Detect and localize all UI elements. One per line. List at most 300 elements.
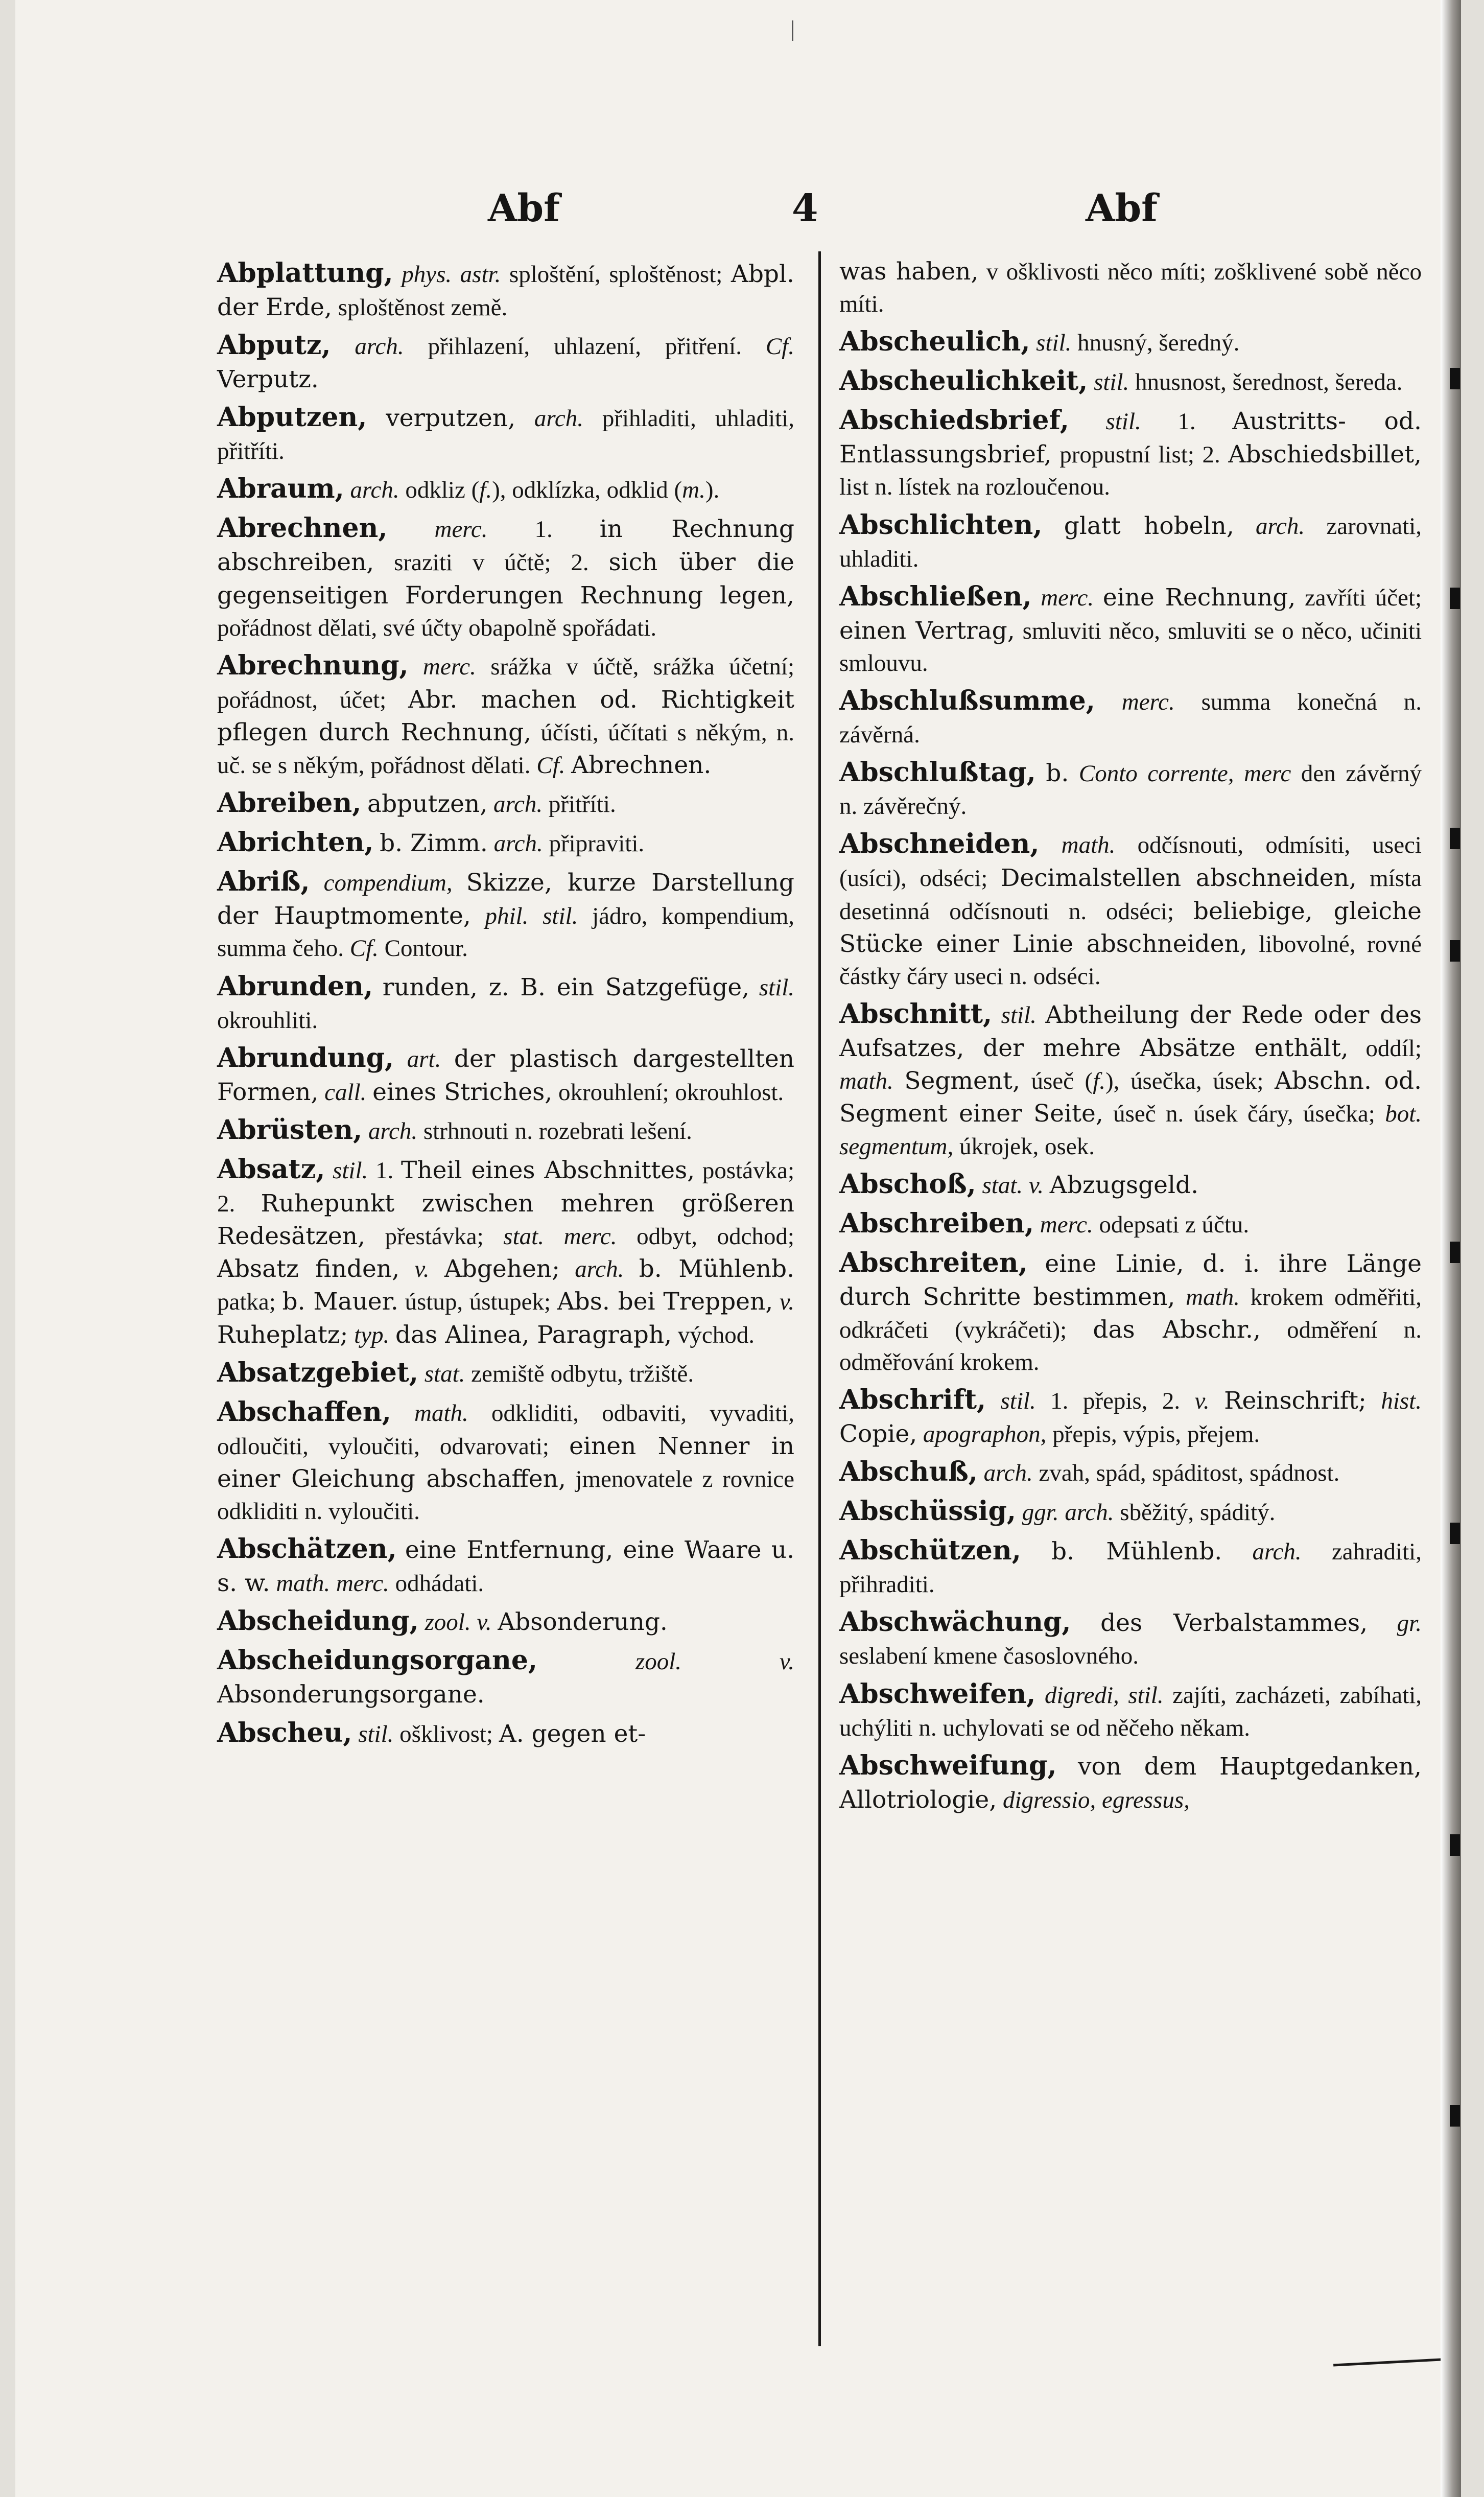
entry-abbreviation: call. [324,1079,367,1106]
dictionary-entry [217,400,794,468]
entry-abbreviation: stil. [1128,1682,1164,1709]
entry-definition [399,1256,414,1282]
entry-headword: Absatz, [217,1153,325,1185]
entry-abbreviation: stil. [759,974,795,1001]
entry-definition: strhnouti n. rozebrati lešení. [417,1117,692,1145]
entry-headword: Abputz, [217,330,331,361]
entry-definition [362,1118,368,1145]
entry-abbreviation: bot. segmentum, [839,1101,1422,1160]
entry-definition: zahraditi, přihraditi. [839,1538,1422,1598]
entry-german-text: Ruheplatz; [217,1320,348,1349]
entry-abbreviation: v. [477,1609,492,1636]
entry-headword: Abschlußtag, [839,757,1036,788]
entry-german-text: Abschn. od. Segment einer Seite, [839,1067,1422,1128]
entry-definition [1367,1388,1381,1414]
entry-german-text: b. Mauer. [282,1288,398,1316]
entry-german-text: Decimalstellen abschneiden, [1000,864,1357,893]
entry-definition: odbyt, odchod; [617,1223,794,1250]
entry-abbreviation: f. [1093,1068,1106,1095]
entry-headword: Abschließen, [839,580,1032,612]
dictionary-entry [839,1206,1422,1242]
entry-definition: hnusný, šeredný. [1071,330,1240,357]
entry-definition [537,1648,635,1675]
entry-definition [1210,1388,1224,1414]
entry-german-text: Reinschrift; [1224,1387,1367,1415]
page-edge [1441,0,1461,2497]
entry-definition [773,1289,780,1315]
dictionary-entry [217,1355,794,1391]
entry-definition [418,1361,425,1387]
entry-abbreviation: digredi, [1045,1682,1119,1709]
dictionary-entry [839,755,1422,823]
entry-abbreviation: arch. [983,1460,1033,1487]
entry-abbreviation: arch. [1256,512,1305,540]
entry-definition: přihladiti, uhladiti, přitříti. [217,405,794,465]
page-header [15,186,1461,248]
entry-definition: úseč n. úsek čáry, úsečka; [1103,1101,1385,1128]
entry-definition [487,791,493,818]
entry-german-text: Abschiedsbillet, [1228,440,1422,469]
dictionary-entry [217,825,794,860]
entry-definition [429,1256,444,1282]
entry-german-text: einen Vertrag, [839,616,1015,645]
entry-abbreviation: zool. [635,1648,682,1675]
entry-definition: ), odklízka, odklid ( [492,477,682,504]
entry-abbreviation: stat. [424,1360,465,1387]
entry-german-text: was haben, [839,258,979,286]
entry-definition: připraviti. [543,830,645,857]
entry-definition: ústup, ústupek; [398,1289,557,1316]
edge-marks [1448,0,1460,2497]
dictionary-entry [839,1604,1422,1672]
entry-definition: Contour. [378,935,468,962]
entry-definition [978,1460,984,1486]
entry-german-text: Absatz finden, [217,1255,400,1283]
entry-definition [310,870,323,896]
entry-headword: Abschlußsumme, [839,685,1095,717]
entry-definition [325,1157,333,1184]
dictionary-entry [839,1676,1422,1744]
entry-definition [515,405,534,432]
entry-definition [1069,408,1106,435]
entry-german-text: der plastisch dargestellten Formen, [217,1044,794,1106]
entry-definition: 1. přepis, 2. [1035,1388,1195,1415]
entry-definition [1222,1538,1252,1565]
entry-headword: Abrundung, [217,1042,394,1074]
entry-definition: zajíti, zacházeti, zabíhati, uchýliti n. uchylovati se od něčeho někam. [839,1682,1422,1741]
entry-definition [441,1046,454,1072]
entry-definition: patka; [217,1289,282,1316]
entry-headword: Abscheu, [217,1717,352,1748]
entry-headword: Abschützen, [839,1535,1021,1567]
entry-definition: odhádati. [389,1570,484,1597]
entry-definition: v ošklivosti něco míti; zošklivené sobě něco míti. [839,259,1422,318]
entry-definition [1044,1172,1050,1199]
entry-headword: Abrichten, [217,827,374,858]
entry-definition [471,1609,477,1636]
entry-definition: přepis, výpis, přejem. [1046,1421,1260,1448]
entry-definition [389,1322,395,1348]
entry-abbreviation: stil. [1036,330,1072,357]
entry-definition [976,1172,982,1199]
header-right-guideword: Abf [1086,186,1158,230]
entry-abbreviation: stil. [333,1157,368,1184]
entry-definition [367,405,386,432]
dictionary-entry [839,507,1422,575]
entry-german-text: eine Entfernung, eine Waare u. s. w. [217,1536,795,1598]
entry-definition [1234,513,1256,540]
entry-definition [1021,1538,1051,1565]
entry-german-text: runden, z. B. ein Satzgefüge, [382,973,750,1001]
dictionary-entry [839,255,1422,320]
entry-german-text: Abgehen; [444,1255,560,1283]
dictionary-entry [217,1394,794,1528]
dictionary-entry [217,328,794,396]
entry-definition: ošklivost; [393,1720,499,1747]
entry-definition [1035,1682,1045,1709]
entry-abbreviation: phys. astr. [402,261,501,288]
entry-definition [387,516,434,543]
entry-definition: sploštěnost země. [332,294,508,321]
entry-german-text: b. Mühlenb. [639,1255,795,1283]
entry-definition [681,1648,780,1675]
entry-definition: summa konečná n. závěrná. [839,689,1422,749]
entry-headword: Abschlichten, [839,509,1043,541]
dictionary-entry [839,403,1422,503]
right-column [839,255,1422,1820]
entry-definition: srážka v účtě, srážka účetní; pořádnost, účet; [217,653,795,713]
dictionary-entry [839,1382,1422,1451]
entry-abbreviation: arch. [368,1117,418,1145]
entry-definition: odčísnouti, odmísiti, useci (usíci), odséci; [839,832,1422,892]
dictionary-entry [217,1531,794,1600]
entry-german-text: einen Nenner in einer Gleichung abschaffen, [217,1432,794,1493]
entry-abbreviation: gr. [1397,1610,1422,1637]
dictionary-entry [217,471,794,507]
entry-definition: přestávka; [365,1223,504,1250]
entry-headword: Abscheulichkeit, [839,365,1088,397]
dictionary-entry [217,510,794,644]
dictionary-entry [839,996,1422,1163]
entry-definition [992,1002,1001,1029]
entry-definition: postávka; 2. [217,1157,795,1217]
entry-headword: Abrüsten, [217,1114,363,1146]
dictionary-entry [217,1112,794,1148]
entry-abbreviation: stil. [358,1720,394,1747]
dictionary-entry [217,1040,794,1109]
entry-definition: přitříti. [543,791,616,818]
entry-abbreviation: merc. [1041,584,1094,611]
entry-definition [1034,1211,1040,1238]
entry-headword: Abschuß, [839,1456,978,1488]
entry-definition: list n. lístek na rozloučenou. [839,474,1110,501]
margin-mark [792,20,793,41]
entry-definition: okrouhlení; okrouhlost. [552,1079,784,1106]
entry-definition [361,791,367,818]
entry-definition: přihlazení, uhlazení, přitření. [404,333,766,360]
entry-headword: Abschweifung, [839,1749,1057,1781]
entry-abbreviation: stil. [1000,1388,1036,1415]
entry-definition: krokem odměřiti, odkráčeti (vykráčeti); [839,1283,1422,1343]
entry-definition [1071,1610,1100,1637]
entry-definition: sraziti v účtě; 2. [374,549,609,576]
left-column [217,255,794,1754]
entry-definition: jádro, kompendium, summa čeho. [217,903,794,962]
entry-abbreviation: math. [839,1068,893,1095]
entry-headword: Abschreiten, [839,1247,1028,1278]
entry-definition: oddíl; [1348,1035,1422,1062]
entry-definition [1094,585,1103,611]
header-left-guideword: Abf [488,186,560,230]
entry-headword: Abscheulich, [839,326,1030,358]
entry-definition [344,477,350,503]
entry-headword: Abrechnung, [217,649,409,681]
entry-definition: odměření n. odměřování krokem. [839,1316,1422,1376]
entry-definition [893,1068,905,1094]
entry-headword: Abschreiben, [839,1207,1034,1239]
entry-abbreviation: v. [779,1648,795,1675]
entry-definition: místa desetinná odčísnouti n. odséci; [839,865,1422,925]
entry-definition [391,1400,414,1427]
entry-german-text: abputzen, [367,790,488,819]
entry-headword: Abschweifen, [839,1678,1036,1710]
entry-german-text: Abpl. der Erde, [217,260,794,321]
entry-headword: Abschrift, [839,1384,986,1416]
entry-abbreviation: merc. [1121,689,1175,716]
entry-definition [453,870,466,896]
entry-german-text: Austritts- od. Entlassungsbrief, [839,407,1422,469]
entry-abbreviation: v. [779,1289,794,1316]
entry-german-text: Theil eines Abschnittes, [401,1156,695,1184]
dictionary-entry [217,1715,794,1751]
dictionary-entry [217,1603,794,1639]
entry-headword: Abplattung, [217,258,393,289]
entry-german-text: von dem Hauptgedanken, Allotriologie, [839,1752,1422,1814]
entry-definition [1039,832,1061,858]
entry-definition: zavříti účet; [1295,584,1422,611]
entry-definition: smluviti něco, smluviti se o něco, učiniti smlouvu. [839,617,1422,676]
entry-definition: východ. [672,1321,755,1348]
entry-definition [1028,1251,1045,1277]
entry-definition [1095,689,1122,715]
entry-headword: Abraum, [217,473,344,505]
entry-definition [1119,1682,1128,1709]
entry-definition: ). [705,477,720,504]
entry-german-text: in Rechnung abschreiben, [217,515,794,577]
entry-definition: hnusnost, šerednost, šereda. [1129,369,1403,396]
entry-definition [397,1537,405,1563]
entry-definition [373,830,380,857]
entry-definition [373,974,383,1001]
entry-headword: Absatzgebiet, [217,1357,418,1388]
entry-abbreviation: math. [1186,1283,1240,1311]
entry-definition [1023,1172,1029,1199]
entry-definition: odkliditi, odbaviti, vyvaditi, odloučiti, vyloučiti, odvarovati; [217,1399,794,1460]
entry-abbreviation: compendium, [323,870,453,897]
entry-definition: úkrojek, osek. [953,1133,1095,1160]
entry-abbreviation: stat. merc. [503,1223,617,1250]
entry-definition [488,830,494,857]
entry-german-text: des Verbalstammes, [1100,1609,1368,1638]
entry-abbreviation: arch. [350,477,399,504]
entry-abbreviation: Cf. [765,333,794,360]
entry-definition: zemiště odbytu, tržiště. [465,1360,694,1387]
entry-headword: Abschneiden, [839,828,1040,860]
dictionary-entry [839,826,1422,993]
entry-definition [491,1609,498,1636]
entry-headword: Abschoß, [839,1168,976,1200]
entry-definition [997,1787,1003,1813]
entry-german-text: eine Linie, d. i. ihre Länge durch Schritte bestimmen, [839,1249,1422,1311]
entry-definition [352,1721,358,1747]
entry-abbreviation: digressio, egressus, [1002,1786,1190,1813]
entry-german-text: Segment, [904,1067,1020,1095]
dictionary-entry [839,683,1422,751]
entry-definition [565,752,571,779]
entry-definition: propustní list; 2. [1051,441,1229,469]
entry-german-text: b. Zimm. [380,829,488,858]
dictionary-entry [839,1166,1422,1202]
entry-abbreviation: v. [1028,1172,1044,1199]
dictionary-entry [217,785,794,821]
entry-abbreviation: zool. [425,1609,471,1636]
entry-definition [1175,1284,1186,1311]
entry-german-text: A. gegen et- [499,1719,646,1748]
entry-german-text: sich über die gegenseitigen Forderungen Rechnung legen, [217,548,794,610]
entry-abbreviation: f. [479,477,492,504]
entry-headword: Abschiedsbrief, [839,405,1069,436]
entry-definition [1036,760,1046,787]
entry-abbreviation: stil. [1094,369,1129,396]
entry-definition: 1. [487,516,600,543]
entry-headword: Abrechnen, [217,512,388,544]
page-number: 4 [792,186,818,230]
entry-abbreviation: typ. [354,1321,390,1348]
entry-headword: Abschwächung, [839,1606,1071,1638]
entry-german-text: b. Mühlenb. [1051,1537,1222,1566]
entry-abbreviation: hist. [1381,1388,1422,1415]
entry-headword: Abschnitt, [839,998,993,1030]
entry-abbreviation: arch. [534,405,584,432]
dictionary-entry [839,1454,1422,1490]
entry-definition: zvah, spád, spáditost, spádnost. [1032,1460,1340,1487]
column-divider [818,251,821,2346]
entry-abbreviation: phil. stil. [485,903,578,930]
entry-german-text: Abrechnen. [571,751,712,780]
entry-definition [1368,1610,1397,1637]
entry-definition: 1. [368,1157,402,1184]
dictionary-entry [217,1152,794,1351]
entry-abbreviation: apographon, [923,1421,1047,1448]
entry-definition [749,974,759,1001]
entry-abbreviation: v. [414,1256,430,1283]
entry-definition [1016,1499,1022,1526]
entry-german-text: eine Rechnung, [1102,583,1296,612]
entry-headword: Abscheidung, [217,1605,419,1637]
entry-definition [624,1256,639,1282]
entry-definition: účísti, účítati s někým, n. uč. se s někým, pořádnost dělati. [217,719,794,779]
entry-definition [1037,1002,1046,1029]
entry-abbreviation: arch. [493,830,543,857]
entry-german-text: Absonderung. [498,1608,668,1637]
entry-abbreviation: arch. [355,333,404,360]
entry-definition: 1. [1141,408,1233,435]
dictionary-entry [839,1533,1422,1601]
entry-headword: Abscheidungsorgane, [217,1645,538,1676]
entry-definition [393,261,402,288]
entry-definition: libovolné, rovné částky čáry useci n. odséci. [839,930,1422,990]
entry-german-text: glatt hobeln, [1064,511,1234,540]
entry-definition [1069,760,1079,787]
entry-abbreviation: stil. [1105,408,1141,435]
entry-definition: seslabení kmene časoslovného. [839,1643,1139,1670]
entry-definition [1032,585,1041,611]
entry-definition: sběžitý, spáditý. [1114,1499,1276,1526]
entry-german-text: verputzen, [386,404,516,433]
entry-abbreviation: Cf. [536,752,566,779]
entry-headword: Abrunden, [217,970,373,1002]
entry-abbreviation: merc. [434,516,488,543]
dictionary-entry [839,1493,1422,1529]
entry-definition [471,903,485,929]
entry-abbreviation: v. [1194,1388,1210,1415]
entry-german-text: das Alinea, Paragraph, [395,1320,672,1349]
entry-definition [348,1322,354,1348]
dictionary-entry [839,1245,1422,1379]
entry-abbreviation: stat. [982,1172,1023,1199]
entry-german-text: Absonderungsorgane. [217,1681,485,1709]
entry-abbreviation: math. [414,1399,468,1427]
entry-abbreviation: ggr. arch. [1022,1499,1114,1526]
entry-headword: Abschaffen, [217,1396,391,1428]
dictionary-entry [839,363,1422,399]
dictionary-entry [839,1748,1422,1816]
entry-definition [1042,513,1064,540]
entry-definition [986,1388,1000,1414]
entry-german-text: Copie, [839,1420,917,1449]
dictionary-entry [217,255,794,324]
entry-headword: Abputzen, [217,402,367,433]
entry-german-text: Abtheilung der Rede oder des Aufsatzes, der mehre Absätze enthält, [839,1001,1422,1063]
entry-definition [394,1046,407,1072]
entry-abbreviation: math. [1061,832,1116,859]
entry-definition: odkliz ( [399,477,480,504]
dictionary-entry [217,1643,794,1711]
entry-definition [419,1609,425,1636]
entry-german-text: das Abschr., [1093,1315,1261,1344]
entry-definition: okrouhliti. [217,1007,318,1034]
entry-headword: Abschätzen, [217,1533,397,1565]
entry-abbreviation: arch. [493,791,543,818]
entry-definition [331,333,355,360]
entry-headword: Abschüssig, [839,1496,1017,1527]
dictionary-entry [217,864,794,965]
entry-definition [409,654,423,680]
entry-definition [917,1421,923,1448]
entry-abbreviation: art. [407,1045,441,1072]
entry-abbreviation: m. [682,477,705,504]
entry-abbreviation: stil. [1001,1002,1037,1029]
entry-definition [366,1079,372,1106]
entry-abbreviation: merc. [1040,1211,1093,1238]
entry-german-text: Abzugsgeld. [1049,1171,1199,1199]
entry-german-text: Abs. bei Treppen, [557,1288,773,1316]
entry-definition: zarovnati, uhladiti. [839,512,1422,572]
entry-definition: ), úsečka, úsek; [1105,1068,1275,1095]
entry-abbreviation: Conto corrente, merc [1078,760,1291,787]
entry-german-text: b. [1046,759,1069,788]
dictionary-entry [217,969,794,1037]
